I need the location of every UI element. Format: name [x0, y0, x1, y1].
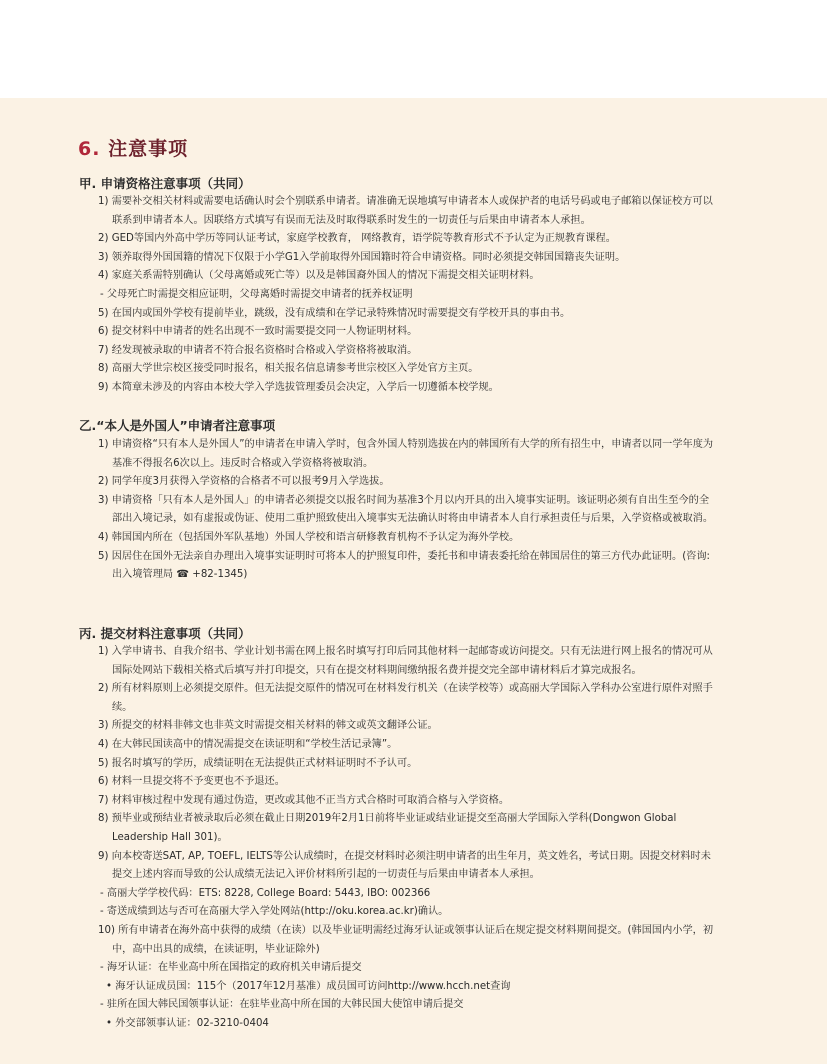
- list-item: 6) 提交材料中申请者的姓名出现不一致时需要提交同一人物证明材料。: [98, 326, 418, 338]
- list-item: 4) 在大韩民国读高中的情况需提交在读证明和“学校生活记录簿”。: [98, 738, 398, 750]
- list-item: 3) 所提交的材料非韩文也非英文时需提交相关材料的韩文或英文翻译公证。: [98, 720, 438, 732]
- list-item: 4) 家庭关系需特别确认（父母离婚或死亡等）以及是韩国裔外国人的情况下需提交相关证明材料。: [98, 270, 540, 282]
- list-item: 8) 高丽大学世宗校区接受同时报名，相关报名信息请参考世宗校区入学处官方主页。: [98, 363, 479, 375]
- list-item: 6) 材料一旦提交将不予变更也不予退还。: [98, 776, 285, 788]
- list-sub-item: - 父母死亡时需提交相应证明，父母离婚时需提交申请者的抚养权证明: [100, 288, 413, 300]
- top-margin: [0, 0, 827, 98]
- list-item: 2) 同学年度3月获得入学资格的合格者不可以报考9月入学选拔。: [98, 476, 390, 488]
- section-b-list: [98, 436, 714, 585]
- list-sub-item: • 外交部领事认证：02-3210-0404: [106, 1017, 269, 1029]
- list-item: 3) 申请资格「只有本人是外国人」的申请者必须提交以报名时间为基准3个月以内开具的出入境事实证明。该证明必须有自出生至今的全部出入境记录，如有虚报或伪证、使用二重护照致使出入境事实无法确认时将由申请者本人自行承担责任与后果，入学资格或被取消。: [98, 494, 714, 525]
- list-item: 2) GED等国内外高中学历等同认证考试，家庭学校教育， 网络教育，语学院等教育形式不予认定为正规教育课程。: [98, 233, 616, 245]
- section-c-list: [98, 643, 714, 1033]
- page-title: [78, 134, 188, 161]
- section-b-title: 乙.“本人是外国人”申请者注意事项: [79, 418, 276, 433]
- list-sub-item: • 海牙认证成员国：115个（2017年12月基准）成员国可访问http://www.hcch.net查询: [106, 980, 511, 992]
- section-title: 注意事项: [108, 138, 189, 160]
- section-c-title: 丙. 提交材料注意事项（共同）: [79, 626, 251, 641]
- list-sub-item: - 驻所在国大韩民国领事认证：在驻毕业高中所在国的大韩民国大使馆申请后提交: [100, 999, 464, 1011]
- list-item: 9) 向本校寄送SAT, AP, TOEFL, IELTS等公认成绩时，在提交材料时必须注明申请者的出生年月，英文姓名，考试日期。因提交材料时未提交上述内容而导致的公认成绩无法记入评价材料所引起的一切责任与后果由申请者本人承担。: [98, 850, 711, 881]
- section-number: 6.: [78, 138, 101, 160]
- list-item: 1) 需要补交相关材料或需要电话确认时会个别联系申请者。请准确无误地填写申请者本人或保护者的电话号码或电子邮箱以保证校方可以联系到申请者本人。因联络方式填写有误而无法及时取得联系时发生的一切责任与后果由申请者本人承担。: [98, 196, 713, 226]
- list-item: 1) 申请资格“只有本人是外国人”的申请者在申请入学时，包含外国人特别选拔在内的韩国所有大学的所有招生中，申请者以同一学年度为基准不得报名6次以上。违反时合格或入学资格将被取消。: [98, 439, 714, 469]
- notice-page: [0, 98, 827, 1064]
- list-sub-item: - 寄送成绩到达与否可在高丽大学入学处网站(http://oku.korea.ac.kr)确认。: [100, 906, 449, 918]
- list-item: 1) 入学申请书、自我介绍书、学业计划书需在网上报名时填写打印后同其他材料一起邮寄或访问提交。只有无法进行网上报名的情况可从国际处网站下载相关格式后填写并打印提交，只有在提交材料期间缴纳报名费并提交完全部申请材料后才算完成报名。: [98, 646, 713, 676]
- list-sub-item: - 高丽大学学校代码：ETS: 8228, College Board: 5443, IBO: 002366: [100, 887, 431, 899]
- list-item: 8) 预毕业或预结业者被录取后必须在截止日期2019年2月1日前将毕业证或结业证提交至高丽大学国际入学科(Dongwon Global Leadership Hall 301)。: [98, 813, 677, 843]
- list-item: 9) 本简章未涉及的内容由本校大学入学选拔管理委员会决定，入学后一切遵循本校学规。: [98, 381, 499, 393]
- list-sub-item: - 海牙认证：在毕业高中所在国指定的政府机关申请后提交: [100, 962, 362, 974]
- list-item: 5) 报名时填写的学历，成绩证明在无法提供正式材料证明时不予认可。: [98, 757, 418, 769]
- list-item: 10) 所有申请者在海外高中获得的成绩（在读）以及毕业证明需经过海牙认证或领事认证后在规定提交材料期间提交。(韩国国内小学，初中，高中出具的成绩，在读证明，毕业证除外): [98, 924, 714, 955]
- section-a-list: [98, 193, 714, 398]
- list-item: 7) 经发现被录取的申请者不符合报名资格时合格或入学资格将被取消。: [98, 344, 418, 356]
- list-item: 4) 韩国国内所在（包括国外军队基地）外国人学校和语言研修教育机构不予认定为海外学校。: [98, 531, 520, 543]
- list-item: 2) 所有材料原则上必须提交原件。但无法提交原件的情况可在材料发行机关（在读学校等）或高丽大学国际入学科办公室进行原件对照手续。: [98, 683, 713, 713]
- list-item: 5) 因居住在国外无法亲自办理出入境事实证明时可将本人的护照复印件，委托书和申请表委托给在韩国居住的第三方代办此证明。(咨询: 出入境管理局 ☎ +82-1345): [98, 550, 710, 581]
- list-item: 7) 材料审核过程中发现有通过伪造，更改或其他不正当方式合格时可取消合格与入学资格。: [98, 794, 510, 806]
- section-a-title: 甲. 申请资格注意事项（共同）: [79, 176, 251, 191]
- list-item: 5) 在国内或国外学校有提前毕业，跳级，没有成绩和在学记录特殊情况时需要提交有学校开具的事由书。: [98, 307, 571, 319]
- list-item: 3) 领养取得外国国籍的情况下仅限于小学G1入学前取得外国国籍时符合申请资格。同时必须提交韩国国籍丧失证明。: [98, 251, 626, 263]
